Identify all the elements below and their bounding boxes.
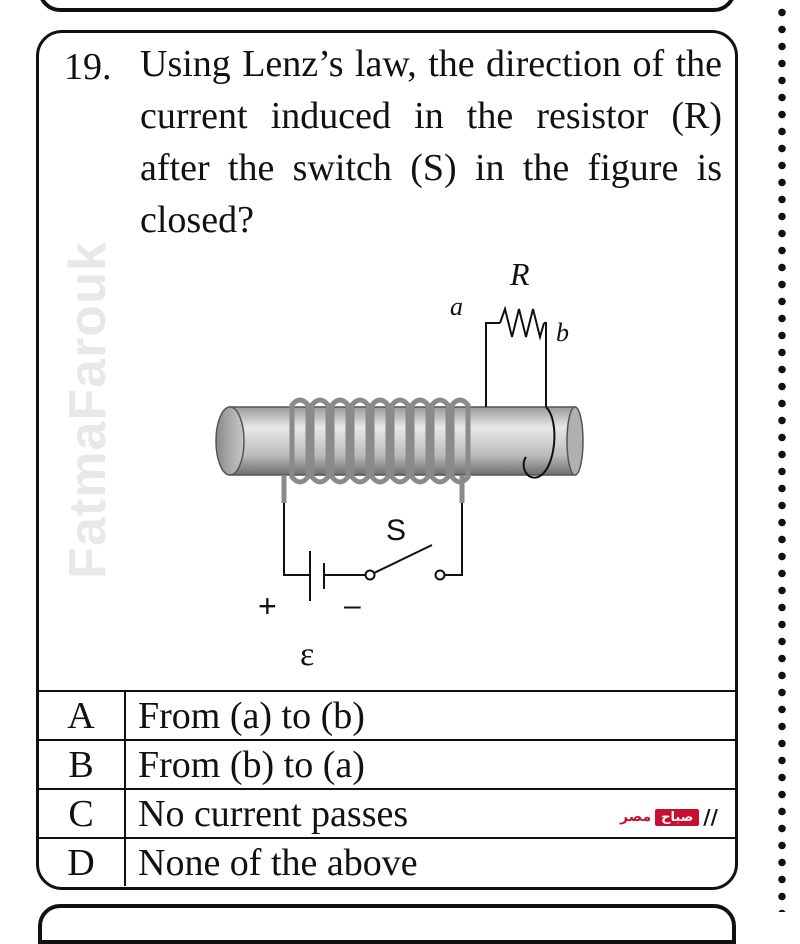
iron-rod	[216, 407, 583, 475]
logo-slashes: //	[703, 805, 718, 829]
options-table	[38, 690, 736, 886]
question-number: 19.	[64, 46, 112, 88]
next-question-frame	[38, 904, 736, 944]
option-letter: B	[38, 741, 126, 788]
option-d[interactable]	[38, 837, 736, 886]
logo-word: مصر	[620, 809, 652, 825]
primary-circuit	[284, 503, 462, 601]
option-b[interactable]	[38, 739, 736, 788]
terminal-a-label: a	[450, 292, 463, 321]
option-text: No current passes	[138, 793, 409, 835]
battery-plus-label: +	[258, 588, 277, 624]
battery-minus-label: –	[344, 589, 361, 622]
resistor-label: R	[510, 256, 530, 292]
option-text: From (a) to (b)	[138, 695, 365, 737]
circuit-figure	[200, 245, 600, 675]
option-letter: D	[38, 839, 126, 886]
switch-label: S	[386, 514, 407, 547]
logo-box: صباح	[655, 809, 699, 826]
option-a[interactable]	[38, 690, 736, 739]
option-letter: C	[38, 790, 126, 837]
watermark: FatmaFarouk	[59, 241, 117, 579]
binding-dots	[776, 0, 788, 912]
question-text: Using Lenz’s law, the direction of the current induced in the resistor (R) after the switch (S) in the figure is closed?	[140, 43, 722, 241]
previous-question-frame	[38, 0, 736, 12]
terminal-b-label: b	[556, 318, 569, 347]
option-text: From (b) to (a)	[138, 744, 365, 786]
option-text: None of the above	[138, 842, 418, 884]
emf-label: ε	[300, 636, 315, 673]
option-letter: A	[38, 692, 126, 739]
publisher-logo	[620, 806, 718, 828]
